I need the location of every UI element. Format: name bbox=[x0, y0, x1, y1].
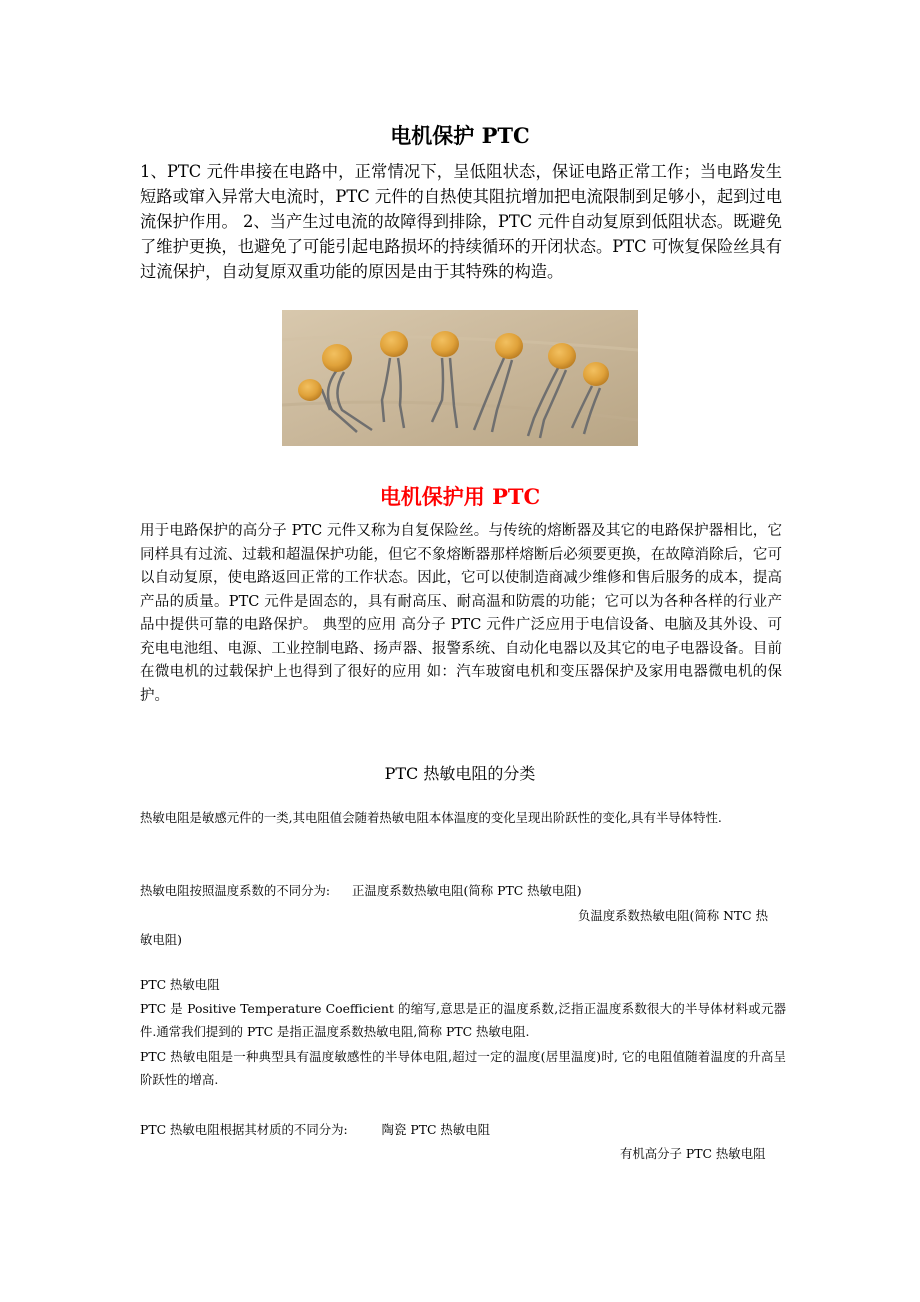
classification-label: 热敏电阻按照温度系数的不同分为: bbox=[140, 883, 331, 898]
section2-paragraph: 用于电路保护的高分子 PTC 元件又称为自复保险丝。与传统的熔断器及其它的电路保护器相比，它同样具有过流、过载和超温保护功能，但它不象熔断器那样熔断后必须要更换，在故障消除后，它可以自动复原，使电路返回正常的工作状态。因此，它可以使制造商减少维修和售后服务的成本，提高产品的质量。PTC 元件是固态的，具有耐高压、耐高温和防震的功能；它可以为各种各样的行业产品中提供可靠的电路保护。 典型的应用 高分子 PTC 元件广泛应用于电信设备、电脑及其外设、可充电电池组、电源、工业控制电路、扬声器、报警系统、自动化电器以及其它的电子电器设备。目前在微电机的过载保护上也得到了很好的应用 如：汽车玻窗电机和变压器保护及家用电器微电机的保护。 bbox=[140, 523, 782, 704]
section-title-motor-protection-ptc: 电机保护 PTC bbox=[390, 123, 530, 148]
ptc-components-photo bbox=[282, 310, 638, 446]
material-item-polymer: 有机高分子 PTC 热敏电阻 bbox=[620, 1146, 766, 1161]
thermistor-definition: 热敏电阻是敏感元件的一类,其电阻值会随着热敏电阻本体温度的变化呈现出阶跃性的变化,具有半导体特性. bbox=[140, 810, 722, 825]
ptc-thermistor-heading: PTC 热敏电阻 bbox=[140, 977, 220, 992]
classification-item-ptc: 正温度系数热敏电阻(简称 PTC 热敏电阻) bbox=[352, 883, 582, 898]
material-row bbox=[140, 1118, 490, 1141]
classification-item-ntc-part1: 负温度系数热敏电阻(简称 NTC 热 bbox=[578, 908, 768, 923]
classification-row bbox=[140, 879, 582, 902]
material-label: PTC 热敏电阻根据其材质的不同分为: bbox=[140, 1122, 348, 1137]
section-title-motor-protection-ptc-red: 电机保护用 PTC bbox=[379, 484, 541, 509]
material-item-ceramic: 陶瓷 PTC 热敏电阻 bbox=[381, 1122, 490, 1137]
ptc-definition-paragraph: PTC 是 Positive Temperature Coefficient 的缩写,意思是正的温度系数,泛指正温度系数很大的半导体材料或元器件.通常我们提到的 PTC 是指正温度系数热敏电阻,简称 PTC 热敏电阻. bbox=[140, 1001, 786, 1039]
ptc-behavior-paragraph: PTC 热敏电阻是一种典型具有温度敏感性的半导体电阻,超过一定的温度(居里温度)时, 它的电阻值随着温度的升高呈阶跃性的增高. bbox=[140, 1049, 786, 1087]
classification-item-ntc-part2: 敏电阻) bbox=[140, 932, 183, 947]
ptc-photo-illustration bbox=[282, 310, 638, 446]
section-title-ptc-classification: PTC 热敏电阻的分类 bbox=[384, 764, 536, 783]
section1-paragraph: 1、PTC 元件串接在电路中，正常情况下，呈低阻状态，保证电路正常工作；当电路发生短路或窜入异常大电流时，PTC 元件的自热使其阻抗增加把电流限制到足够小，起到过电流保护作用。 2、当产生过电流的故障得到排除，PTC 元件自动复原到低阻状态。既避免了维护更换，也避免了可能引起电路损坏的持续循环的开闭状态。PTC 可恢复保险丝具有过流保护，自动复原双重功能的原因是由于其特殊的构造。 bbox=[140, 162, 782, 281]
